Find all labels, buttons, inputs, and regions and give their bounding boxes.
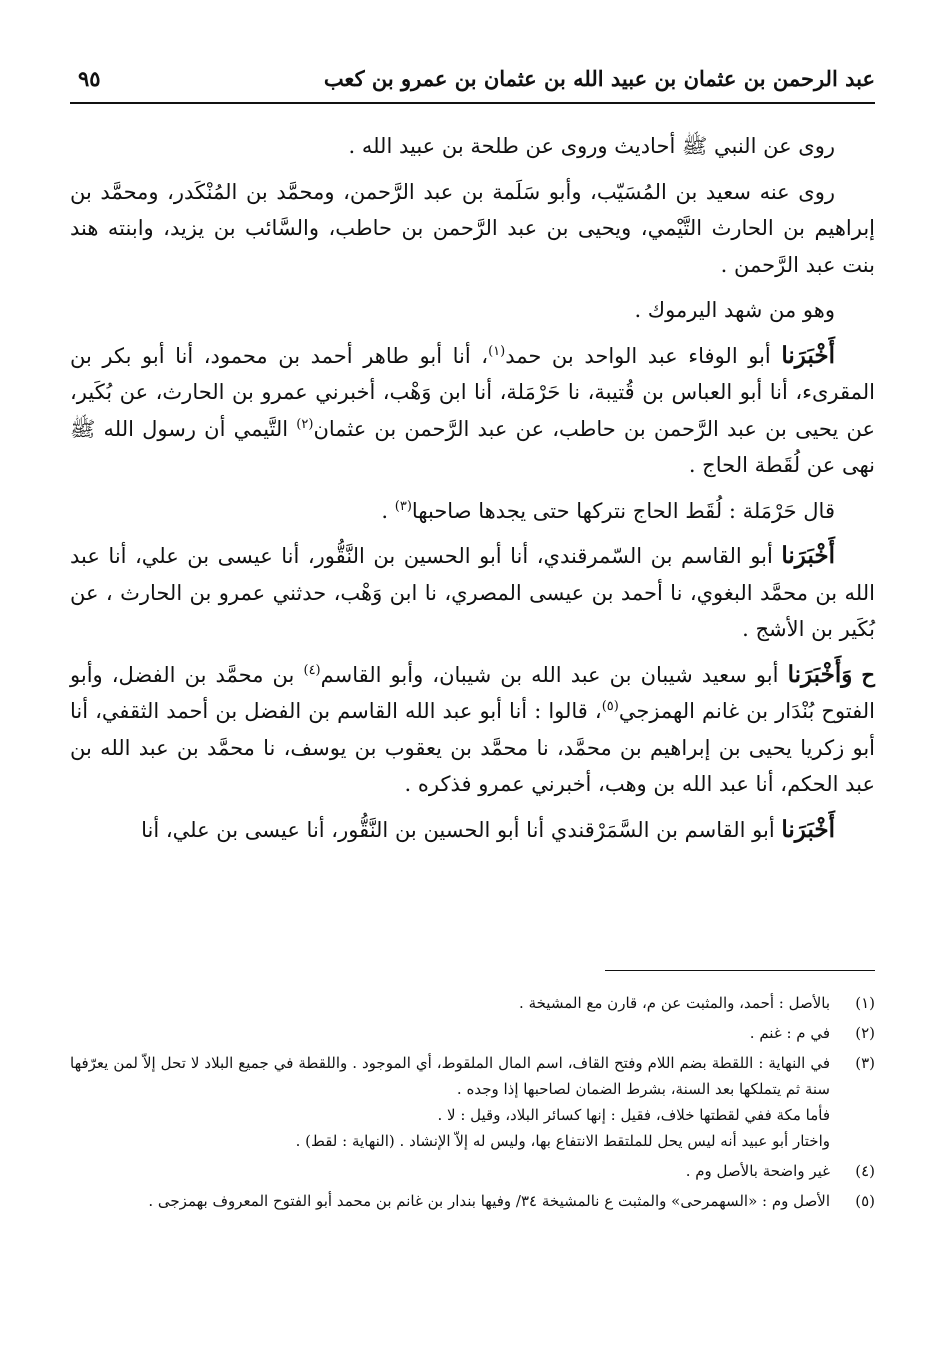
isnad-text: أبو القاسم بن السَّمَرْقندي أنا أبو الحسين بن النَّقُّور، أنا عيسى بن علي، أنا — [141, 817, 782, 842]
paragraph-yarmouk: وهو من شهد اليرموك . — [634, 298, 835, 322]
footnote-ref-4[interactable]: (٤) — [303, 662, 321, 678]
paragraph-harmala — [70, 493, 875, 530]
footnote-body — [70, 990, 830, 1016]
tahwil-symbol: ح — [861, 661, 875, 687]
isnad-text: ، أنا أبو طاهر أحمد بن محمود، أنا أبو بكر بن المقرىء، أنا أبو العباس بن قُتيبة، نا حَرْمَلة، أنا ابن وَهْب، أخبرني عمرو بن الحارث، عن بُكَير، عن يحيى بن عبد الرَّحمن بن حاطب، عن عبد الرَّحمن بن عثمان — [70, 343, 875, 441]
footnote-ref-1[interactable]: (١) — [488, 343, 506, 359]
footnote-number: (٣) — [855, 1054, 875, 1072]
footnote-line: فأما مكة ففي لقطتها خلاف، فقيل : إنها كسائر البلاد، وقيل : لا . — [437, 1106, 830, 1124]
footnote-1 — [70, 990, 875, 1016]
akhbarana-keyword: أَخْبَرَنا — [781, 542, 835, 569]
footnote-ref-5[interactable]: (٥) — [601, 699, 619, 714]
footnotes — [70, 990, 875, 1218]
footnote-ref-3[interactable]: (٣) — [394, 498, 412, 514]
isnad-text: بن محمَّد بن الفضل، وأبو الفتوح بُنْدَار بن غانم الهمزجي — [70, 662, 875, 723]
footnote-line: واختار أبو عبيد أنه ليس يحل للملتقط الانتفاع بها، وليس له إلاّ الإنشاد . (النهاية : لقط) . — [295, 1132, 830, 1150]
page-header — [70, 62, 875, 104]
running-title: عبد الرحمن بن عثمان بن عبيد الله بن عثمان بن عمرو بن كعب — [323, 66, 875, 91]
footnote-line: بالأصل : أحمد، والمثبت عن م، قارن مع المشيخة . — [519, 994, 830, 1012]
footnote-5 — [70, 1188, 875, 1214]
footnote-line: في النهاية : اللقطة بضم اللام وفتح القاف، اسم المال الملقوط، أي الموجود . واللقطة في جميع البلاد لا تحل إلاّ لمن يعرّفها سنة ثم يتملكها بعد السنة، بشرط الضمان لصاحبها إذا وجده . — [70, 1054, 830, 1098]
paragraph-isnad-4 — [70, 812, 875, 849]
footnote-body — [70, 1050, 830, 1154]
footnote-line: الأصل وم : «السهمرحى» والمثبت ع نالمشيخة ٣٤/ وفيها بندار بن غانم بن محمد أبو الفتوح المعروف بهمزجى . — [148, 1192, 830, 1210]
paragraph-narrators: روى عنه سعيد بن المُسَيّب، وأبو سَلَمة بن عبد الرَّحمن، ومحمَّد بن المُنْكَدر، ومحمَّد بن إبراهيم بن الحارث التَّيْمي، ويحيى بن عبد الرَّحمن بن حاطب، والسَّائب بن يزيد، وابنته هند بنت عبد الرَّحمن . — [70, 179, 875, 277]
akhbarana-keyword: أَخْبَرَنا — [781, 341, 835, 369]
footnote-body — [70, 1020, 830, 1046]
isnad-text: ، قالوا : أنا أبو عبد الله القاسم بن الفضل بن أحمد الثقفي، أنا أبو زكريا يحيى بن إبراهيم بن محمَّد، نا محمَّد بن يعقوب بن يوسف، نا محمَّد بن عبد الله بن عبد الحكم، أنا عبد الله بن وهب، أخبرني عمرو فذكره . — [70, 699, 875, 796]
footnote-number: (٥) — [855, 1192, 875, 1210]
page-number: ٩٥ — [78, 66, 101, 91]
akhbarana-keyword: أَخْبَرَنا — [781, 815, 835, 843]
isnad-text: أبو القاسم بن السّمرقندي، أنا أبو الحسين بن النَّقُّور، أنا عيسى بن علي، أنا عبد الله بن محمَّد البغوي، نا أحمد بن عيسى المصري، نا ابن وَهْب، حدثني عمرو بن الحارث ، عن بُكَير بن الأشج . — [70, 544, 875, 641]
footnote-number: (١) — [855, 994, 875, 1012]
footnote-2 — [70, 1020, 875, 1046]
footnote-ref-2[interactable]: (٢) — [296, 416, 314, 432]
main-text — [70, 128, 875, 857]
footnote-number: (٢) — [855, 1024, 875, 1042]
paragraph-isnad-3 — [70, 657, 875, 803]
footnote-body — [70, 1158, 830, 1184]
paragraph-narration: روى عن النبي ﷺ أحاديث وروى عن طلحة بن عبيد الله . — [348, 134, 835, 158]
isnad-text: التَّيمي أن رسول الله ﷺ نهى عن لُقَطة الحاج . — [70, 416, 875, 477]
footnote-number: (٤) — [855, 1162, 875, 1180]
akhbarana-keyword: وَأَخْبَرَنا — [787, 660, 853, 688]
isnad-text: أبو سعيد شيبان بن عبد الله بن شيبان، وأبو القاسم — [320, 662, 788, 687]
footnote-body — [70, 1188, 830, 1214]
footnote-line: في م : غنم . — [749, 1024, 830, 1042]
isnad-text: أبو الوفاء عبد الواحد بن حمد — [505, 343, 782, 368]
paragraph-isnad-1 — [70, 338, 875, 484]
footnote-3 — [70, 1050, 875, 1154]
harmala-text: قال حَرْمَلة : لُقَط الحاج نتركها حتى يجدها صاحبها — [411, 498, 835, 523]
paragraph-isnad-2 — [70, 538, 875, 648]
footnote-line: غير واضحة بالأصل وم . — [685, 1162, 830, 1180]
footnote-4 — [70, 1158, 875, 1184]
footnote-divider — [605, 970, 875, 971]
harmala-text-end: . — [381, 498, 395, 523]
